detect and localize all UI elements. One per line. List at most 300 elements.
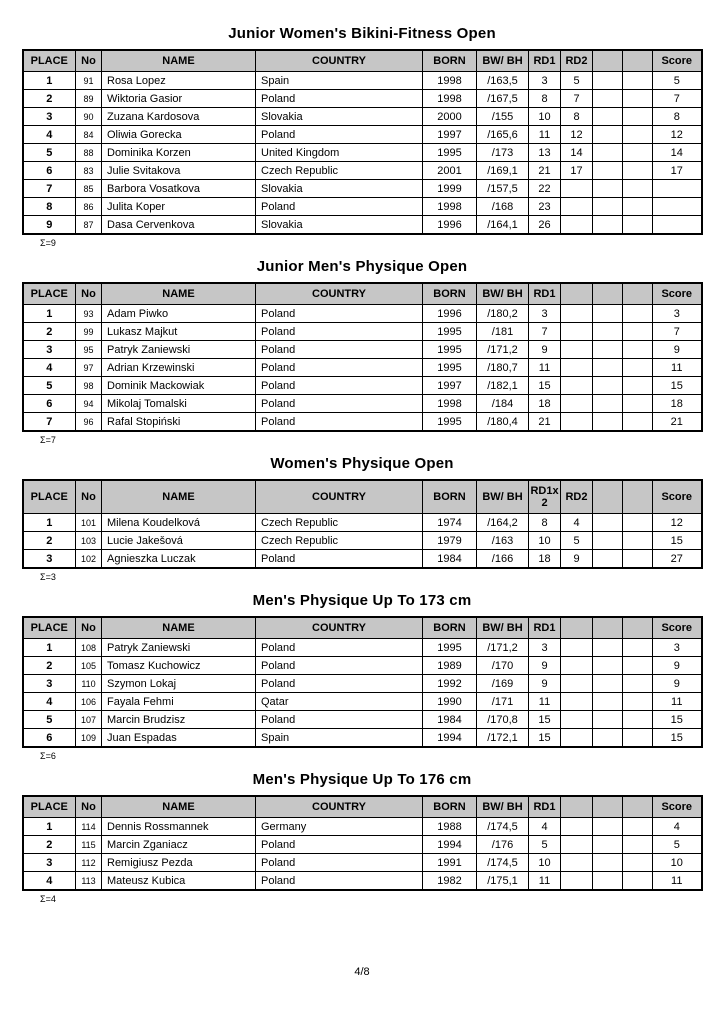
cell-rd2: [561, 872, 593, 891]
cell-no: 93: [76, 305, 102, 323]
cell-rd1: 21: [529, 162, 561, 180]
cell-score: 5: [653, 836, 702, 854]
cell-born: 1990: [423, 693, 477, 711]
cell-extra1: [593, 550, 623, 569]
cell-name: Tomasz Kuchowicz: [102, 657, 256, 675]
cell-score: 17: [653, 162, 702, 180]
cell-extra2: [623, 711, 653, 729]
column-header-born: BORN: [423, 480, 477, 514]
results-table: [22, 616, 703, 748]
cell-no: 94: [76, 395, 102, 413]
table-row: [23, 216, 702, 235]
cell-country: Poland: [256, 359, 423, 377]
cell-bwbh: /169,1: [477, 162, 529, 180]
cell-bwbh: /155: [477, 108, 529, 126]
cell-bwbh: /184: [477, 395, 529, 413]
cell-born: 2000: [423, 108, 477, 126]
cell-country: Poland: [256, 657, 423, 675]
cell-bwbh: /164,1: [477, 216, 529, 235]
column-header-no: No: [76, 283, 102, 305]
table-row: [23, 711, 702, 729]
column-header-born: BORN: [423, 283, 477, 305]
cell-no: 88: [76, 144, 102, 162]
column-header-place: PLACE: [23, 480, 76, 514]
cell-no: 90: [76, 108, 102, 126]
cell-extra1: [593, 639, 623, 657]
cell-rd2: [561, 323, 593, 341]
result-table-section: [0, 593, 724, 761]
cell-score: [653, 216, 702, 235]
cell-rd2: 17: [561, 162, 593, 180]
table-row: [23, 550, 702, 569]
table-row: [23, 639, 702, 657]
cell-place: 1: [23, 639, 76, 657]
cell-extra2: [623, 514, 653, 532]
cell-extra1: [593, 854, 623, 872]
cell-rd2: 5: [561, 532, 593, 550]
column-header-place: PLACE: [23, 283, 76, 305]
cell-place: 2: [23, 532, 76, 550]
table-row: [23, 144, 702, 162]
cell-name: Dominik Mackowiak: [102, 377, 256, 395]
cell-extra1: [593, 413, 623, 432]
cell-born: 1979: [423, 532, 477, 550]
table-row: [23, 180, 702, 198]
cell-place: 5: [23, 144, 76, 162]
table-row: [23, 836, 702, 854]
cell-rd2: 14: [561, 144, 593, 162]
cell-no: 105: [76, 657, 102, 675]
cell-rd2: 7: [561, 90, 593, 108]
cell-place: 4: [23, 359, 76, 377]
column-header-extra2: [623, 283, 653, 305]
cell-score: 7: [653, 323, 702, 341]
cell-country: Poland: [256, 341, 423, 359]
column-header-rd1: RD1x 2: [529, 480, 561, 514]
cell-score: 10: [653, 854, 702, 872]
cell-place: 3: [23, 854, 76, 872]
cell-no: 106: [76, 693, 102, 711]
cell-extra2: [623, 729, 653, 748]
cell-rd1: 3: [529, 72, 561, 90]
cell-no: 85: [76, 180, 102, 198]
cell-bwbh: /180,2: [477, 305, 529, 323]
cell-no: 113: [76, 872, 102, 891]
column-header-bwbh: BW/ BH: [477, 283, 529, 305]
cell-score: 14: [653, 144, 702, 162]
column-header-place: PLACE: [23, 796, 76, 818]
cell-extra2: [623, 657, 653, 675]
cell-name: Julie Svitakova: [102, 162, 256, 180]
cell-rd2: [561, 359, 593, 377]
table-row: [23, 395, 702, 413]
cell-rd2: [561, 693, 593, 711]
column-header-score: Score: [653, 480, 702, 514]
cell-name: Agnieszka Luczak: [102, 550, 256, 569]
column-header-extra2: [623, 480, 653, 514]
table-row: [23, 818, 702, 836]
cell-place: 5: [23, 711, 76, 729]
cell-rd2: [561, 395, 593, 413]
result-table-section: [0, 26, 724, 248]
cell-rd2: [561, 180, 593, 198]
cell-place: 1: [23, 818, 76, 836]
cell-place: 3: [23, 108, 76, 126]
cell-extra1: [593, 126, 623, 144]
column-header-name: NAME: [102, 796, 256, 818]
cell-name: Wiktoria Gasior: [102, 90, 256, 108]
cell-no: 86: [76, 198, 102, 216]
table-row: [23, 359, 702, 377]
cell-rd2: 4: [561, 514, 593, 532]
cell-rd2: [561, 377, 593, 395]
cell-extra2: [623, 639, 653, 657]
cell-name: Milena Koudelková: [102, 514, 256, 532]
table-row: [23, 872, 702, 891]
cell-born: 1989: [423, 657, 477, 675]
cell-no: 114: [76, 818, 102, 836]
cell-score: 8: [653, 108, 702, 126]
cell-bwbh: /176: [477, 836, 529, 854]
cell-born: 1984: [423, 550, 477, 569]
column-header-rd2: [561, 796, 593, 818]
cell-bwbh: /163: [477, 532, 529, 550]
cell-extra1: [593, 693, 623, 711]
cell-rd1: 10: [529, 854, 561, 872]
cell-rd2: [561, 305, 593, 323]
cell-no: 103: [76, 532, 102, 550]
cell-score: [653, 198, 702, 216]
cell-name: Lukasz Majkut: [102, 323, 256, 341]
column-header-country: COUNTRY: [256, 50, 423, 72]
results-table: [22, 49, 703, 235]
header-row: [23, 617, 702, 639]
cell-born: 1996: [423, 216, 477, 235]
cell-name: Rafal Stopiński: [102, 413, 256, 432]
cell-rd1: 4: [529, 818, 561, 836]
cell-extra2: [623, 693, 653, 711]
cell-score: 9: [653, 341, 702, 359]
sum-count: Σ=7: [40, 435, 56, 445]
table-row: [23, 162, 702, 180]
cell-no: 107: [76, 711, 102, 729]
cell-country: Poland: [256, 639, 423, 657]
cell-name: Fayala Fehmi: [102, 693, 256, 711]
cell-no: 98: [76, 377, 102, 395]
column-header-no: No: [76, 796, 102, 818]
column-header-extra2: [623, 617, 653, 639]
cell-born: 1991: [423, 854, 477, 872]
cell-extra2: [623, 377, 653, 395]
cell-born: 1998: [423, 90, 477, 108]
cell-bwbh: /175,1: [477, 872, 529, 891]
cell-score: 15: [653, 377, 702, 395]
cell-bwbh: /167,5: [477, 90, 529, 108]
cell-score: 5: [653, 72, 702, 90]
cell-rd2: 9: [561, 550, 593, 569]
cell-place: 4: [23, 693, 76, 711]
cell-born: 1996: [423, 305, 477, 323]
cell-extra2: [623, 854, 653, 872]
cell-extra1: [593, 359, 623, 377]
column-header-extra2: [623, 796, 653, 818]
cell-score: 18: [653, 395, 702, 413]
cell-born: 1982: [423, 872, 477, 891]
cell-name: Mikolaj Tomalski: [102, 395, 256, 413]
cell-extra1: [593, 323, 623, 341]
cell-bwbh: /157,5: [477, 180, 529, 198]
cell-country: Poland: [256, 872, 423, 891]
cell-extra1: [593, 395, 623, 413]
cell-country: United Kingdom: [256, 144, 423, 162]
result-table-section: [0, 456, 724, 582]
table-row: [23, 413, 702, 432]
column-header-score: Score: [653, 283, 702, 305]
cell-extra2: [623, 395, 653, 413]
cell-extra2: [623, 532, 653, 550]
cell-country: Slovakia: [256, 108, 423, 126]
cell-no: 112: [76, 854, 102, 872]
cell-name: Dominika Korzen: [102, 144, 256, 162]
cell-country: Poland: [256, 675, 423, 693]
sum-count: Σ=6: [40, 751, 56, 761]
cell-rd1: 15: [529, 377, 561, 395]
cell-name: Oliwia Gorecka: [102, 126, 256, 144]
cell-country: Spain: [256, 72, 423, 90]
cell-rd1: 15: [529, 729, 561, 748]
cell-bwbh: /171,2: [477, 639, 529, 657]
cell-extra1: [593, 72, 623, 90]
cell-rd2: 12: [561, 126, 593, 144]
table-title: Men's Physique Up To 176 cm: [252, 771, 472, 788]
table-row: [23, 90, 702, 108]
cell-place: 3: [23, 675, 76, 693]
cell-place: 5: [23, 377, 76, 395]
cell-score: 3: [653, 305, 702, 323]
cell-extra2: [623, 323, 653, 341]
cell-bwbh: /169: [477, 675, 529, 693]
cell-bwbh: /165,6: [477, 126, 529, 144]
cell-name: Marcin Zganiacz: [102, 836, 256, 854]
cell-country: Poland: [256, 305, 423, 323]
column-header-country: COUNTRY: [256, 283, 423, 305]
cell-place: 3: [23, 341, 76, 359]
cell-country: Slovakia: [256, 180, 423, 198]
cell-name: Rosa Lopez: [102, 72, 256, 90]
cell-rd2: [561, 854, 593, 872]
cell-place: 3: [23, 550, 76, 569]
cell-name: Juan Espadas: [102, 729, 256, 748]
cell-born: 1994: [423, 729, 477, 748]
cell-rd1: 11: [529, 359, 561, 377]
column-header-bwbh: BW/ BH: [477, 617, 529, 639]
column-header-rd1: RD1: [529, 50, 561, 72]
cell-score: 11: [653, 693, 702, 711]
cell-no: 87: [76, 216, 102, 235]
cell-rd1: 3: [529, 639, 561, 657]
column-header-rd2: [561, 283, 593, 305]
cell-no: 83: [76, 162, 102, 180]
cell-score: 15: [653, 532, 702, 550]
cell-extra1: [593, 198, 623, 216]
cell-rd1: 15: [529, 711, 561, 729]
cell-country: Czech Republic: [256, 514, 423, 532]
cell-country: Poland: [256, 90, 423, 108]
table-row: [23, 729, 702, 748]
table-row: [23, 108, 702, 126]
result-table-section: [0, 259, 724, 445]
cell-country: Germany: [256, 818, 423, 836]
cell-born: 1974: [423, 514, 477, 532]
cell-name: Mateusz Kubica: [102, 872, 256, 891]
cell-extra1: [593, 675, 623, 693]
cell-score: [653, 180, 702, 198]
table-row: [23, 532, 702, 550]
page-number: 4/8: [354, 966, 370, 978]
cell-bwbh: /170,8: [477, 711, 529, 729]
cell-rd1: 11: [529, 126, 561, 144]
cell-born: 1994: [423, 836, 477, 854]
cell-rd1: 5: [529, 836, 561, 854]
cell-place: 2: [23, 90, 76, 108]
cell-no: 110: [76, 675, 102, 693]
table-row: [23, 198, 702, 216]
cell-country: Poland: [256, 395, 423, 413]
cell-name: Lucie Jakešová: [102, 532, 256, 550]
cell-country: Poland: [256, 126, 423, 144]
table-title: Men's Physique Up To 173 cm: [252, 592, 472, 609]
column-header-no: No: [76, 480, 102, 514]
cell-extra1: [593, 514, 623, 532]
cell-no: 89: [76, 90, 102, 108]
cell-bwbh: /180,4: [477, 413, 529, 432]
cell-place: 2: [23, 836, 76, 854]
cell-place: 6: [23, 162, 76, 180]
column-header-score: Score: [653, 50, 702, 72]
column-header-no: No: [76, 50, 102, 72]
cell-extra1: [593, 532, 623, 550]
results-table: [22, 795, 703, 891]
cell-extra2: [623, 413, 653, 432]
sum-count: Σ=9: [40, 238, 56, 248]
cell-name: Marcin Brudzisz: [102, 711, 256, 729]
results-table: [22, 479, 703, 569]
cell-place: 4: [23, 126, 76, 144]
cell-score: 12: [653, 126, 702, 144]
cell-place: 1: [23, 514, 76, 532]
cell-country: Poland: [256, 550, 423, 569]
cell-rd1: 8: [529, 90, 561, 108]
cell-rd2: 5: [561, 72, 593, 90]
column-header-country: COUNTRY: [256, 796, 423, 818]
cell-born: 1998: [423, 395, 477, 413]
cell-name: Patryk Zaniewski: [102, 639, 256, 657]
column-header-no: No: [76, 617, 102, 639]
cell-no: 109: [76, 729, 102, 748]
cell-bwbh: /173: [477, 144, 529, 162]
cell-country: Spain: [256, 729, 423, 748]
cell-born: 1995: [423, 144, 477, 162]
cell-extra1: [593, 872, 623, 891]
cell-name: Dasa Cervenkova: [102, 216, 256, 235]
cell-bwbh: /171,2: [477, 341, 529, 359]
cell-name: Barbora Vosatkova: [102, 180, 256, 198]
cell-rd1: 11: [529, 693, 561, 711]
cell-born: 1995: [423, 413, 477, 432]
cell-extra2: [623, 108, 653, 126]
cell-rd1: 9: [529, 657, 561, 675]
cell-no: 84: [76, 126, 102, 144]
column-header-extra2: [623, 50, 653, 72]
cell-place: 2: [23, 323, 76, 341]
cell-born: 1995: [423, 359, 477, 377]
column-header-extra1: [593, 480, 623, 514]
cell-extra1: [593, 657, 623, 675]
cell-extra2: [623, 162, 653, 180]
cell-place: 4: [23, 872, 76, 891]
cell-country: Poland: [256, 198, 423, 216]
cell-bwbh: /182,1: [477, 377, 529, 395]
cell-born: 1999: [423, 180, 477, 198]
cell-rd1: 26: [529, 216, 561, 235]
cell-born: 1997: [423, 126, 477, 144]
column-header-bwbh: BW/ BH: [477, 50, 529, 72]
column-header-country: COUNTRY: [256, 617, 423, 639]
cell-extra2: [623, 305, 653, 323]
table-row: [23, 657, 702, 675]
column-header-name: NAME: [102, 50, 256, 72]
cell-extra1: [593, 144, 623, 162]
cell-country: Poland: [256, 711, 423, 729]
cell-country: Poland: [256, 836, 423, 854]
cell-place: 7: [23, 413, 76, 432]
cell-place: 8: [23, 198, 76, 216]
column-header-rd1: RD1: [529, 617, 561, 639]
column-header-name: NAME: [102, 283, 256, 305]
cell-no: 99: [76, 323, 102, 341]
cell-rd1: 10: [529, 532, 561, 550]
cell-extra2: [623, 675, 653, 693]
cell-rd2: 8: [561, 108, 593, 126]
column-header-extra1: [593, 50, 623, 72]
cell-born: 1988: [423, 818, 477, 836]
cell-extra1: [593, 108, 623, 126]
column-header-place: PLACE: [23, 50, 76, 72]
cell-extra2: [623, 836, 653, 854]
cell-rd1: 3: [529, 305, 561, 323]
column-header-extra1: [593, 796, 623, 818]
cell-no: 95: [76, 341, 102, 359]
table-row: [23, 514, 702, 532]
cell-extra1: [593, 711, 623, 729]
result-table-section: [0, 772, 724, 904]
cell-place: 7: [23, 180, 76, 198]
cell-bwbh: /166: [477, 550, 529, 569]
cell-score: 4: [653, 818, 702, 836]
cell-rd1: 10: [529, 108, 561, 126]
table-row: [23, 675, 702, 693]
cell-extra2: [623, 341, 653, 359]
cell-extra2: [623, 872, 653, 891]
cell-place: 1: [23, 72, 76, 90]
cell-rd1: 18: [529, 395, 561, 413]
cell-rd1: 9: [529, 341, 561, 359]
cell-country: Poland: [256, 854, 423, 872]
cell-no: 91: [76, 72, 102, 90]
cell-score: 3: [653, 639, 702, 657]
table-row: [23, 854, 702, 872]
cell-bwbh: /170: [477, 657, 529, 675]
